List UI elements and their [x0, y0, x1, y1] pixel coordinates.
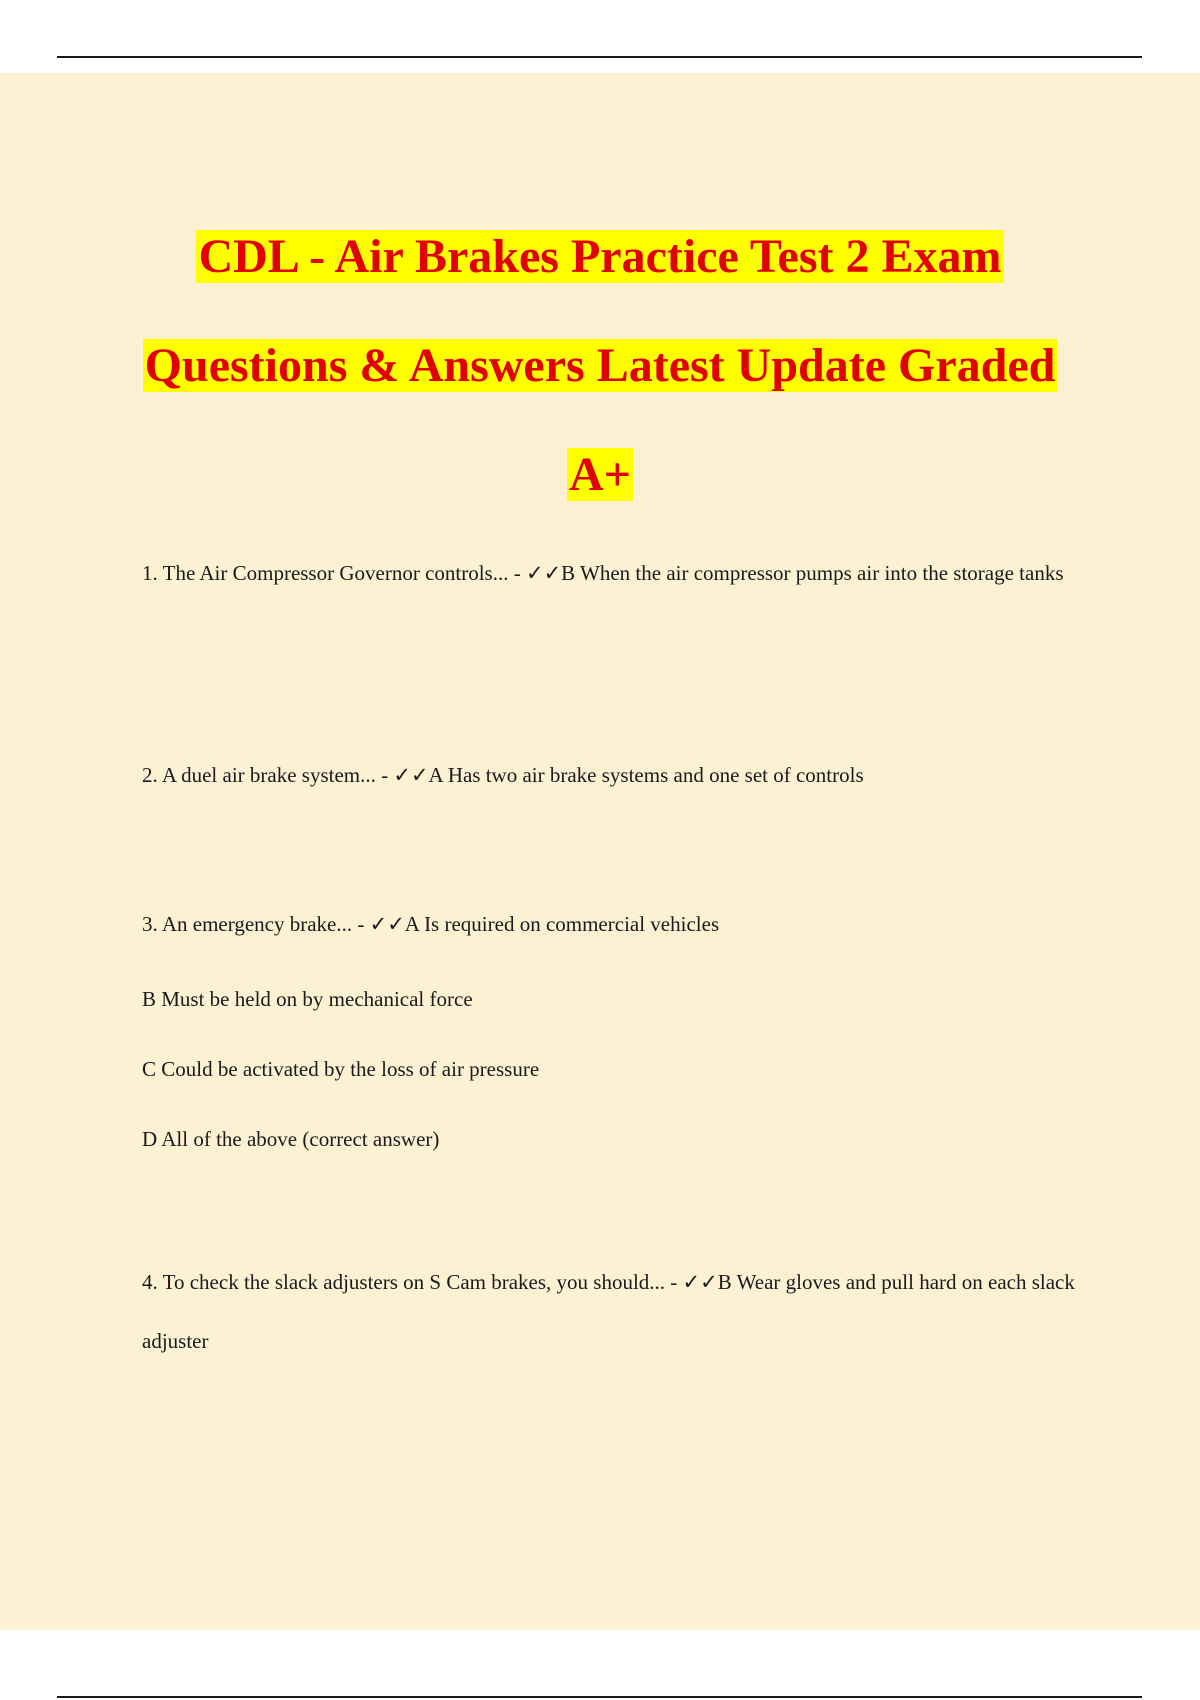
question-3-option-d: D All of the above (correct answer) [142, 1127, 440, 1151]
title-line-1-text: CDL - Air Brakes Practice Test 2 Exam [198, 230, 1002, 283]
title-line-2-text: Questions & Answers Latest Update Graded [144, 339, 1056, 392]
question-4 [142, 1253, 1082, 1371]
question-4-text: 4. To check the slack adjusters on S Cam brakes, you should... - ✓✓B Wear gloves and pull hard on each slack adjuster [142, 1270, 1075, 1353]
question-3-text: 3. An emergency brake... - ✓✓A Is required on commercial vehicles [142, 912, 720, 936]
question-1-text: 1. The Air Compressor Governor controls... - ✓✓B When the air compressor pumps air into the storage tanks [142, 561, 1064, 585]
title-line-1 [0, 202, 1200, 311]
title-line-3 [0, 420, 1200, 529]
document-title [0, 202, 1200, 529]
question-1 [142, 544, 1082, 603]
question-3 [142, 895, 1082, 954]
title-line-3-text: A+ [568, 448, 631, 501]
question-3-option-b: B Must be held on by mechanical force [142, 987, 473, 1011]
question-2-text: 2. A duel air brake system... - ✓✓A Has two air brake systems and one set of controls [142, 763, 864, 787]
title-line-2 [0, 311, 1200, 420]
question-2 [142, 746, 1082, 805]
footer-rule [57, 1696, 1142, 1698]
question-3-option-c: C Could be activated by the loss of air pressure [142, 1057, 540, 1081]
header-rule [57, 56, 1142, 58]
